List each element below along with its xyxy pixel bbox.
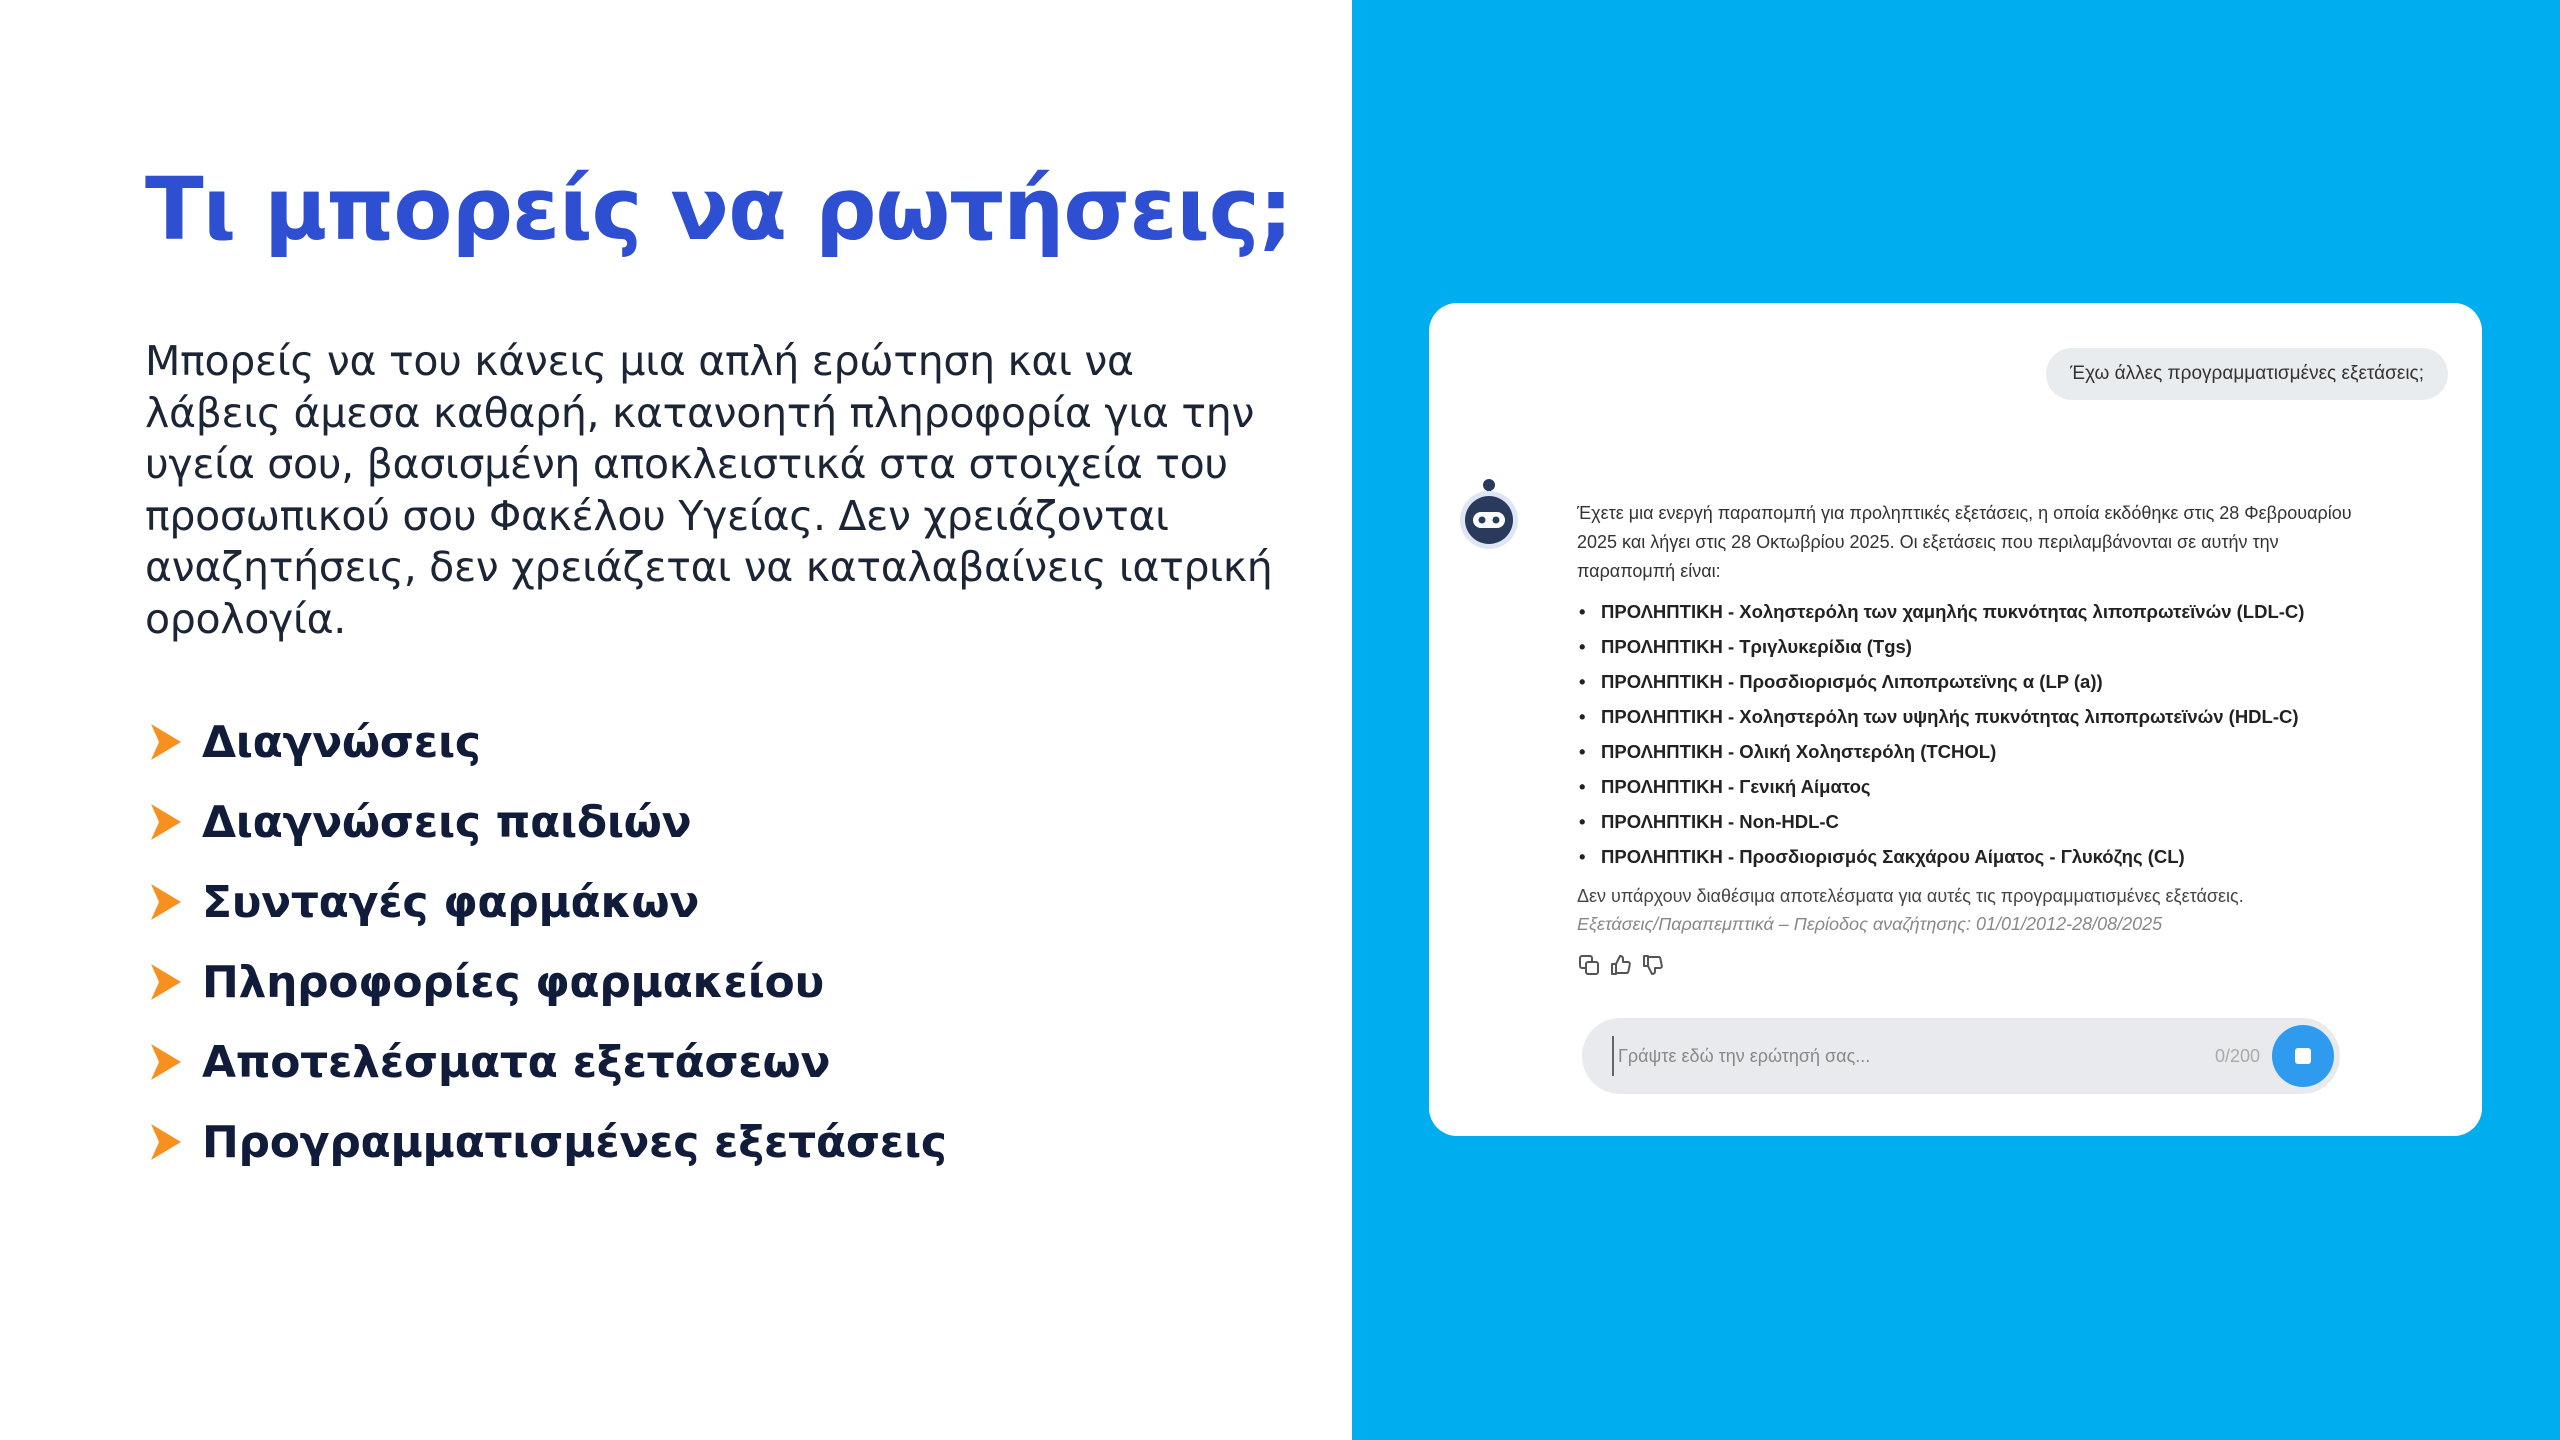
copy-icon[interactable] bbox=[1577, 953, 1601, 977]
scheduled-exam-item bbox=[1577, 769, 2377, 804]
bot-message bbox=[1577, 499, 2377, 938]
bullet: • bbox=[1579, 706, 1586, 727]
bot-message-note: Δεν υπάρχουν διαθέσιμα αποτελέσματα για αυτές τις προγραμματισμένες εξετάσεις. bbox=[1577, 886, 2244, 906]
question-input-bar bbox=[1582, 1018, 2340, 1094]
bullet: • bbox=[1579, 741, 1586, 762]
topic-item bbox=[148, 782, 947, 862]
topic-item bbox=[148, 862, 947, 942]
scheduled-exam-item bbox=[1577, 734, 2377, 769]
scheduled-exam-label: ΠΡΟΛΗΠΤΙΚΗ - Χοληστερόλη των υψηλής πυκνότητας λιποπρωτεϊνών (HDL-C) bbox=[1601, 706, 2299, 727]
question-input[interactable] bbox=[1612, 1036, 2178, 1076]
chat-window bbox=[1429, 303, 2482, 1136]
topic-label: Συνταγές φαρμάκων bbox=[202, 876, 700, 928]
topic-item bbox=[148, 702, 947, 782]
scheduled-exam-item bbox=[1577, 804, 2377, 839]
scheduled-exam-item bbox=[1577, 594, 2377, 629]
chevron-right-icon bbox=[148, 1042, 184, 1082]
topic-label: Πληροφορίες φαρμακείου bbox=[202, 956, 824, 1008]
topic-list bbox=[148, 702, 947, 1182]
topic-item bbox=[148, 1102, 947, 1182]
bullet: • bbox=[1579, 636, 1586, 657]
user-message-bubble: Έχω άλλες προγραμματισμένες εξετάσεις; bbox=[2046, 348, 2448, 400]
chevron-right-icon bbox=[148, 722, 184, 762]
scheduled-exams-list bbox=[1577, 594, 2377, 874]
scheduled-exam-label: ΠΡΟΛΗΠΤΙΚΗ - Προσδιορισμός Λιποπρωτεϊνης α (LP (a)) bbox=[1601, 671, 2103, 692]
scheduled-exam-label: ΠΡΟΛΗΠΤΙΚΗ - Χοληστερόλη των χαμηλής πυκνότητας λιποπρωτεϊνών (LDL-C) bbox=[1601, 601, 2305, 622]
slide-title: Τι μπορείς να ρωτήσεις; bbox=[145, 160, 1293, 260]
bot-message-intro: Έχετε μια ενεργή παραπομπή για προληπτικές εξετάσεις, η οποία εκδόθηκε στις 28 Φεβρουαρίου 2025 και λήγει στις 28 Οκτωβρίου 2025. Οι εξετάσεις που περιλαμβάνονται σε αυτήν την παραπομπή είναι: bbox=[1577, 503, 2352, 581]
topic-item bbox=[148, 942, 947, 1022]
scheduled-exam-label: ΠΡΟΛΗΠΤΙΚΗ - Non-HDL-C bbox=[1601, 811, 1839, 832]
scheduled-exam-label: ΠΡΟΛΗΠΤΙΚΗ - Προσδιορισμός Σακχάρου Αίματος - Γλυκόζης (CL) bbox=[1601, 846, 2185, 867]
scheduled-exam-item bbox=[1577, 839, 2377, 874]
thumbs-down-icon[interactable] bbox=[1641, 953, 1665, 977]
message-actions bbox=[1577, 953, 1665, 977]
char-counter: 0/200 bbox=[2214, 1046, 2260, 1066]
slide-description: Μπορείς να του κάνεις μια απλή ερώτηση και να λάβεις άμεσα καθαρή, κατανοητή πληροφορία για την υγεία σου, βασισμένη αποκλειστικά στα στοιχεία του προσωπικού σου Φακέλου Υγείας. Δεν χρειάζονται αναζητήσεις, δεν χρειάζεται να καταλαβαίνεις ιατρική ορολογία. bbox=[145, 337, 1273, 643]
bullet: • bbox=[1579, 846, 1586, 867]
topic-label: Αποτελέσματα εξετάσεων bbox=[202, 1036, 831, 1088]
chevron-right-icon bbox=[148, 962, 184, 1002]
chevron-right-icon bbox=[148, 1122, 184, 1162]
scheduled-exam-label: ΠΡΟΛΗΠΤΙΚΗ - Γενική Αίματος bbox=[1601, 776, 1871, 797]
bullet: • bbox=[1579, 601, 1586, 622]
bot-message-source: Εξετάσεις/Παραπεμπτικά – Περίοδος αναζήτησης: 01/01/2012-28/08/2025 bbox=[1577, 914, 2163, 934]
scheduled-exam-item bbox=[1577, 699, 2377, 734]
bullet: • bbox=[1579, 811, 1586, 832]
topic-item bbox=[148, 1022, 947, 1102]
scheduled-exam-item bbox=[1577, 629, 2377, 664]
topic-label: Προγραμματισμένες εξετάσεις bbox=[202, 1116, 947, 1168]
scheduled-exam-label: ΠΡΟΛΗΠΤΙΚΗ - Τριγλυκερίδια (Tgs) bbox=[1601, 636, 1912, 657]
scheduled-exam-item bbox=[1577, 664, 2377, 699]
bullet: • bbox=[1579, 776, 1586, 797]
chevron-right-icon bbox=[148, 882, 184, 922]
stop-button[interactable] bbox=[2272, 1025, 2334, 1087]
robot-icon bbox=[1454, 473, 1524, 553]
scheduled-exam-label: ΠΡΟΛΗΠΤΙΚΗ - Ολική Χοληστερόλη (TCHOL) bbox=[1601, 741, 1997, 762]
topic-label: Διαγνώσεις παιδιών bbox=[202, 796, 692, 848]
blue-panel bbox=[1352, 0, 2560, 1440]
stop-icon bbox=[2295, 1048, 2311, 1064]
bullet: • bbox=[1579, 671, 1586, 692]
topic-label: Διαγνώσεις bbox=[202, 716, 481, 768]
thumbs-up-icon[interactable] bbox=[1609, 953, 1633, 977]
chevron-right-icon bbox=[148, 802, 184, 842]
